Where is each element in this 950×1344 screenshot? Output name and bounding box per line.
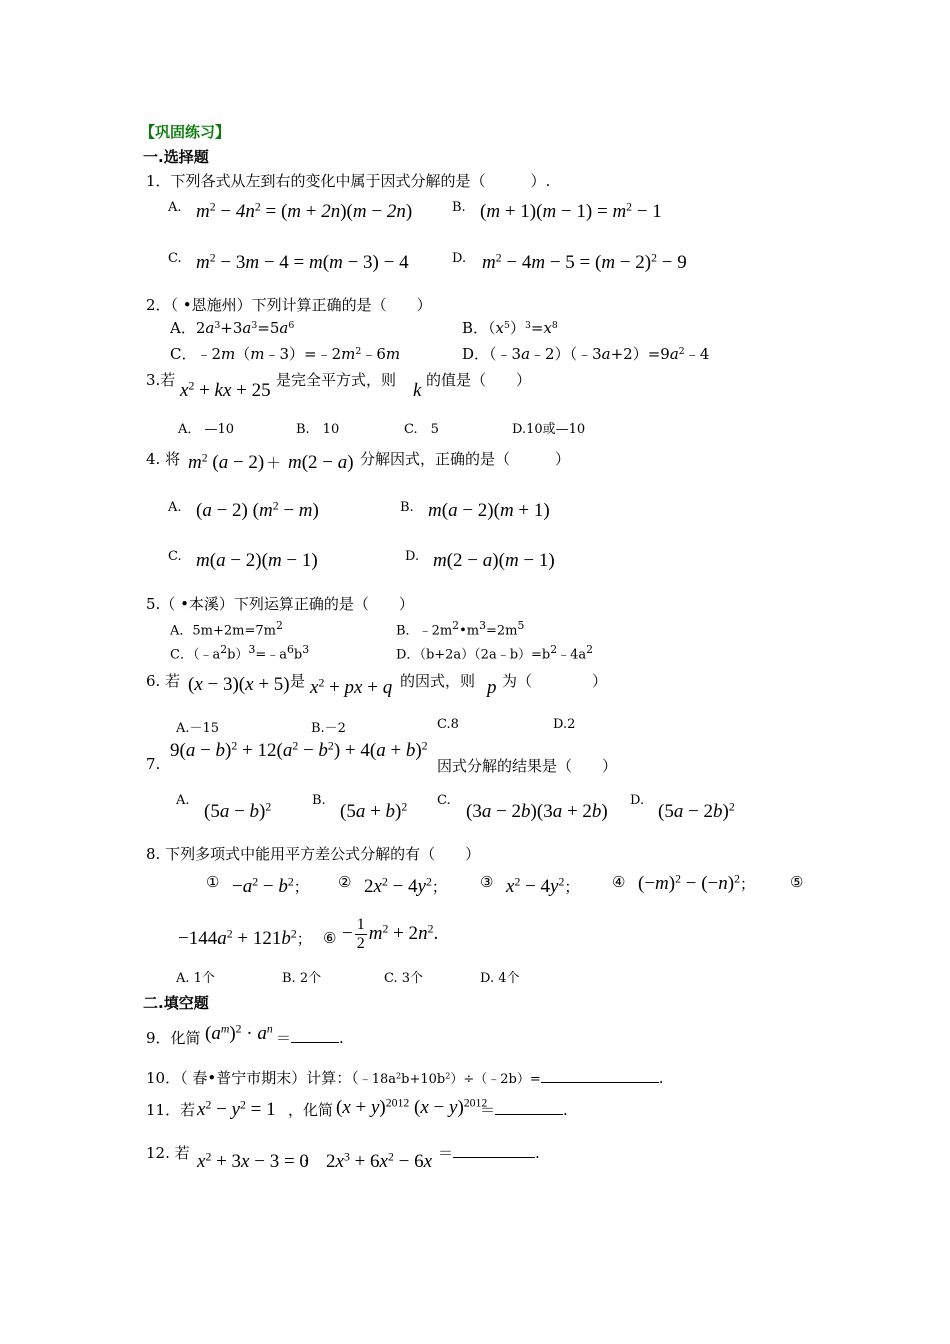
q12-cond: $x^2 + 3x - 3 = 0$ xyxy=(197,1150,309,1172)
q4-expr-1: $m^2$ (a − 2) xyxy=(188,451,265,473)
q3-option-b: B. 10 xyxy=(296,422,340,437)
q9-answer: ＝ . xyxy=(276,1029,344,1047)
q7-num: 7. xyxy=(146,755,161,773)
q4-plus: ＋ xyxy=(266,454,282,472)
q9-expr: $(a^m)^2 \cdot a^n$ xyxy=(205,1022,273,1044)
q3-stem-a: 3.若 xyxy=(146,371,176,389)
q3-stem-b: 是完全平方式，则 xyxy=(276,371,397,389)
q5-option-d: D．$(b+2a)(2a﹣b)=b^2﹣4a^2$ xyxy=(396,643,594,663)
q2-stem: 2．（ •恩施州）下列计算正确的是（ ） xyxy=(146,296,432,314)
q4-expr-2: m(2 − a) xyxy=(288,452,354,473)
q12-answer: ＝ . xyxy=(438,1144,540,1162)
q4-label-d: D. xyxy=(405,549,420,564)
q3-stem-c: 的值是（ ） xyxy=(426,371,532,389)
q8-stem: 8. 下列多项式中能用平方差公式分解的有（ ） xyxy=(146,845,481,863)
q4-label-c: C. xyxy=(168,549,182,564)
q8-item-2: $2x^2 - 4y^2$； xyxy=(364,875,447,897)
q3-expr: $x^2$ + kx + 25 xyxy=(180,379,271,401)
q10-stem: 10．（ 春•普宁市期末）计算：$(﹣18a^2b+10b^2)\div(﹣2b)=$ . xyxy=(146,1069,664,1087)
q5-option-b: B．$﹣2m^2•m^3=2m^5$ xyxy=(396,619,525,639)
q12-answer-blank[interactable] xyxy=(453,1157,535,1158)
q4-option-b: m(a − 2)(m + 1) xyxy=(428,500,550,521)
q12-comma: ， xyxy=(304,1147,320,1165)
q11-cond: $x^2 - y^2 = 1$ xyxy=(197,1098,276,1120)
q4-label-a: A. xyxy=(168,500,182,515)
q8-mark-3: ③ xyxy=(480,873,494,891)
q8-item-3: $x^2 - 4y^2$； xyxy=(506,875,580,897)
q8-mark-1: ① xyxy=(206,873,220,891)
q7-expr: $9(a - b)^2 + 12(a^2 - b^2) + 4(a + b)^2$ xyxy=(170,739,428,761)
section-choice: 一.选择题 xyxy=(143,148,209,166)
q11-stem-a: 11．若 xyxy=(146,1101,196,1119)
q6-expr-1: (x − 3)(x + 5) xyxy=(188,674,290,695)
q8-mark-6: ⑥ xyxy=(323,929,337,947)
q9-stem: 9．化简 xyxy=(146,1029,201,1047)
q1-option-d: $m^2 - 4m - 5 = (m - 2)^2 - 9$ xyxy=(482,251,687,273)
q4-option-a: (a − 2) $(m^2 - m)$ xyxy=(196,499,319,521)
q4-stem-b: 分解因式，正确的是（ ） xyxy=(360,450,571,468)
q7-label-a: A. xyxy=(176,793,190,808)
q8-mark-2: ② xyxy=(338,873,352,891)
q11-expr: $(x + y)^{2012}$ $(x - y)^{2012}$ xyxy=(336,1096,488,1118)
q2-option-d: D．$(﹣3a﹣2)(﹣3a+2)=9a^2﹣4$ xyxy=(462,345,710,363)
q4-option-d: m(2 − a)(m − 1) xyxy=(433,550,555,571)
q1-option-c: $m^2 - 3m - 4 = m(m - 3) - 4$ xyxy=(196,251,409,273)
q6-option-c: C.8 xyxy=(437,717,459,732)
q1-label-a: A. xyxy=(168,200,182,215)
q7-label-d: D. xyxy=(630,793,645,808)
q1-option-a: $m^2 - 4n^2 = (m + 2n)(m - 2n)$ xyxy=(196,200,413,222)
q8-option-b: B. 2个 xyxy=(282,971,322,986)
q6-stem-c: 的因式，则 xyxy=(400,672,476,690)
q1-label-b: B. xyxy=(452,200,466,215)
page-title: 【巩固练习】 xyxy=(140,123,231,141)
q6-var-p: p xyxy=(487,677,497,698)
q7-option-b: $(5a + b)^2$ xyxy=(340,800,408,822)
q11-answer-blank[interactable] xyxy=(495,1114,563,1115)
q6-option-a: A.－15 xyxy=(176,721,220,736)
q3-option-d: D.10或—10 xyxy=(512,422,586,437)
q7-label-c: C. xyxy=(437,793,451,808)
q4-option-c: m(a − 2)(m − 1) xyxy=(196,550,318,571)
q6-stem-a: 6. 若 xyxy=(146,672,181,690)
q8-mark-4: ④ xyxy=(612,873,626,891)
q3-option-a: A． —10 xyxy=(178,422,235,437)
q8-mark-5: ⑤ xyxy=(790,873,804,891)
q8-option-a: A. 1个 xyxy=(176,971,215,986)
q8-item-6: − $\frac{1}{2}$ $m^2 + 2n^2$. xyxy=(342,916,439,952)
q6-option-d: D.2 xyxy=(553,717,576,732)
q1-option-b: $(m + 1)(m - 1) = m^2 - 1$ xyxy=(480,200,662,222)
q11-answer: ＝ . xyxy=(480,1101,568,1119)
q8-item-1: $-a^2 - b^2$； xyxy=(232,875,309,897)
q6-stem-d: 为（ ） xyxy=(502,672,608,690)
q6-option-b: B.－2 xyxy=(311,721,346,736)
q7-option-c: (3a − 2b)(3a + 2b) xyxy=(466,801,608,822)
q12-expr: $2x^3 + 6x^2 - 6x$ xyxy=(326,1150,433,1172)
q8-option-c: C. 3个 xyxy=(384,971,424,986)
q1-stem: 1．下列各式从左到右的变化中属于因式分解的是（ ）. xyxy=(146,172,551,190)
q5-option-c: C．$(﹣a^2b)^3=﹣a^6b^3$ xyxy=(170,643,310,663)
q8-option-d: D. 4个 xyxy=(480,971,520,986)
q6-expr-2: $x^2$ + px + q xyxy=(310,676,393,698)
q8-item-4: $(-m)^2 - (-n)^2$； xyxy=(638,872,755,894)
q7-option-a: $(5a - b)^2$ xyxy=(204,800,272,822)
q5-stem: 5.（ •本溪）下列运算正确的是（ ） xyxy=(146,595,414,613)
section-fill: 二.填空题 xyxy=(143,994,209,1012)
q2-option-a: A．$2a^3+3a^3=5a^6$ xyxy=(170,319,295,337)
q11-stem-b: ，化简 xyxy=(288,1101,334,1119)
q4-label-b: B. xyxy=(400,500,414,515)
q3-var-k: k xyxy=(413,380,422,401)
q8-item-5: $-144a^2 + 121b^2$； xyxy=(178,927,312,949)
q4-stem-a: 4. 将 xyxy=(146,450,181,468)
q2-option-b: B．$(x^5)^3=x^8$ xyxy=(462,319,558,337)
q7-label-b: B. xyxy=(312,793,326,808)
q7-stem: 因式分解的结果是（ ） xyxy=(437,757,618,775)
q3-option-c: C. 5 xyxy=(404,422,439,437)
q7-option-d: $(5a - 2b)^2$ xyxy=(658,800,735,822)
q5-option-a: A．$5m+2m=7m^2$ xyxy=(170,619,283,639)
q12-stem-a: 12. 若 xyxy=(146,1144,190,1162)
q10-answer-blank[interactable] xyxy=(541,1082,659,1083)
q6-stem-b: 是 xyxy=(290,672,306,690)
q2-option-c: C．$﹣2m(m﹣3)=﹣2m^2﹣6m$ xyxy=(170,345,401,363)
q1-label-d: D. xyxy=(452,251,467,266)
q9-answer-blank[interactable] xyxy=(291,1042,339,1043)
q1-label-c: C. xyxy=(168,251,182,266)
